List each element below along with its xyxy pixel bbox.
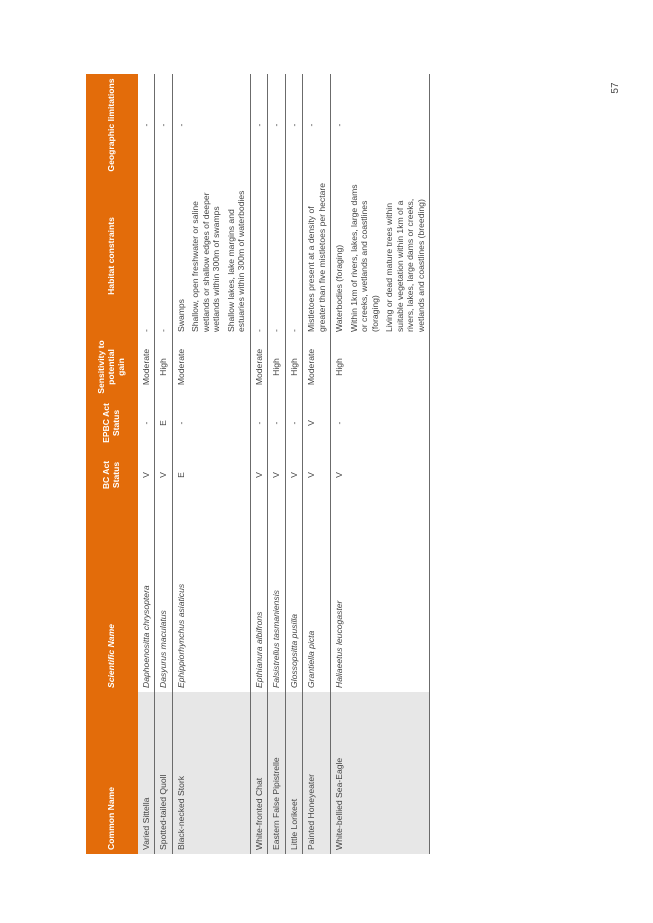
habitat-line: Within 1km of rivers, lakes, large dams or creeks, wetlands and coastlines (foraging) [348, 184, 380, 332]
geographic-cell: - [285, 74, 302, 176]
habitat-cell [138, 176, 155, 336]
habitat-line: Mistletoes present at a density of greater than five mistletoes per hectare [306, 182, 327, 332]
habitat-line: Swamps [175, 299, 186, 332]
common-name-cell: Painted Honeyeater [303, 692, 331, 854]
scientific-name-cell: Grantiella picta [303, 502, 331, 692]
geographic-cell: - [172, 74, 250, 176]
epbc-status-cell: - [138, 398, 155, 448]
common-name-cell: Spotted-tailed Quoll [155, 692, 172, 854]
sensitivity-cell: Moderate [303, 336, 331, 398]
bc-status-cell: V [331, 448, 430, 502]
habitat-line: Shallow, open freshwater or saline wetlands or shallow edges of deeper wetlands within 300m of swamps [190, 192, 222, 332]
common-name-cell: Little Lorikeet [285, 692, 302, 854]
habitat-line: - [141, 329, 151, 332]
common-name-cell: Varied Sittella [138, 692, 155, 854]
habitat-line: - [288, 329, 299, 332]
geographic-cell: - [138, 74, 155, 176]
epbc-status-cell: - [268, 398, 285, 448]
geographic-cell: - [155, 74, 172, 176]
table-body [138, 74, 430, 854]
epbc-status-cell: V [303, 398, 331, 448]
habitat-line: - [271, 329, 282, 332]
habitat-line: Living or dead mature trees within suitable vegetation within 1km of a rivers, lakes, large dams or creeks, wetlands and coastlines (breeding) [384, 198, 426, 332]
species-table [86, 74, 430, 854]
common-name-cell: Black-necked Stork [172, 692, 250, 854]
table-row [285, 74, 302, 854]
scientific-name-cell: Ephippiorhynchus asiaticus [172, 502, 250, 692]
epbc-status-cell: - [250, 398, 267, 448]
habitat-line: Shallow lakes, lake margins and estuaries within 300m of waterbodies [225, 190, 247, 332]
rotated-table-container [86, 74, 430, 854]
habitat-cell [285, 176, 302, 336]
sensitivity-cell: High [268, 336, 285, 398]
header-scientific-name: Scientific Name [86, 502, 138, 692]
bc-status-cell: V [155, 448, 172, 502]
scientific-name-cell: Falsistrellus tasmaniensis [268, 502, 285, 692]
header-common-name: Common Name [86, 692, 138, 854]
epbc-status-cell: E [155, 398, 172, 448]
common-name-cell: White-bellied Sea-Eagle [331, 692, 430, 854]
table-row [268, 74, 285, 854]
table-row [172, 74, 250, 854]
bc-status-cell: V [268, 448, 285, 502]
scientific-name-cell: Haliaeetus leucogaster [331, 502, 430, 692]
sensitivity-cell: High [331, 336, 430, 398]
bc-status-cell: V [285, 448, 302, 502]
habitat-cell [250, 176, 267, 336]
table-row [331, 74, 430, 854]
habitat-cell [268, 176, 285, 336]
habitat-cell [155, 176, 172, 336]
scientific-name-cell: Dasyurus maculatus [155, 502, 172, 692]
habitat-cell [331, 176, 430, 336]
scientific-name-cell: Daphoenositta chrysoptera [138, 502, 155, 692]
bc-status-cell: V [138, 448, 155, 502]
epbc-status-cell: - [285, 398, 302, 448]
table-row [250, 74, 267, 854]
bc-status-cell: V [303, 448, 331, 502]
habitat-cell [172, 176, 250, 336]
sensitivity-cell: Moderate [138, 336, 155, 398]
habitat-line: - [253, 329, 264, 332]
bc-status-cell: E [172, 448, 250, 502]
geographic-cell: - [303, 74, 331, 176]
page-number: 57 [610, 82, 621, 94]
table-row [138, 74, 155, 854]
sensitivity-cell: High [155, 336, 172, 398]
header-geographic-limitations: Geographic limitations [86, 74, 138, 176]
header-epbc-act-status: EPBC Act Status [86, 398, 138, 448]
sensitivity-cell: Moderate [250, 336, 267, 398]
header-sensitivity: Sensitivity to potential gain [86, 336, 138, 398]
scientific-name-cell: Epthianura albifrons [250, 502, 267, 692]
sensitivity-cell: High [285, 336, 302, 398]
habitat-line: Waterbodies (foraging) [334, 244, 345, 332]
sensitivity-cell: Moderate [172, 336, 250, 398]
geographic-cell: - [268, 74, 285, 176]
table-header-row [86, 74, 138, 854]
geographic-cell: - [250, 74, 267, 176]
common-name-cell: White-fronted Chat [250, 692, 267, 854]
table-row [303, 74, 331, 854]
common-name-cell: Eastern False Pipistrelle [268, 692, 285, 854]
habitat-cell [303, 176, 331, 336]
habitat-line: - [158, 329, 169, 332]
bc-status-cell: V [250, 448, 267, 502]
epbc-status-cell: - [331, 398, 430, 448]
epbc-status-cell: - [172, 398, 250, 448]
scientific-name-cell: Glossopsitta pusilla [285, 502, 302, 692]
geographic-cell: - [331, 74, 430, 176]
header-habitat-constraints: Habitat constraints [86, 176, 138, 336]
header-bc-act-status: BC Act Status [86, 448, 138, 502]
table-row [155, 74, 172, 854]
